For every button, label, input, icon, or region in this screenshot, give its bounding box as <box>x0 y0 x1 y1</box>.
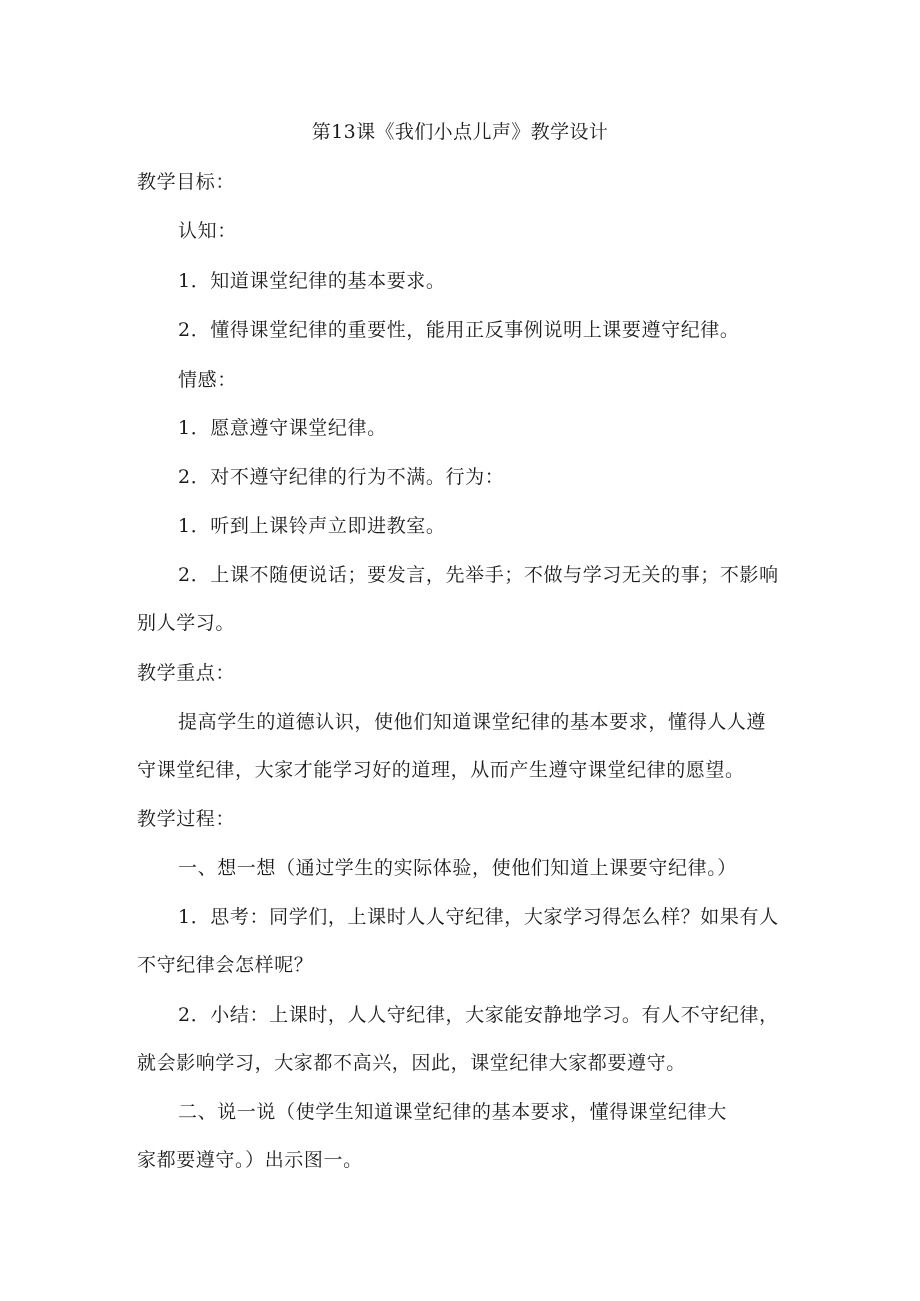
keypoint-text-line-2: 守课堂纪律，大家才能学习好的道理，从而产生遵守课堂纪律的愿望。 <box>137 759 745 781</box>
emotion-heading: 情感： <box>178 369 237 391</box>
part1-item-1-line-2: 不守纪律会怎样呢？ <box>137 954 314 976</box>
part1-item-1-line-1: 1．思考：同学们，上课时人人守纪律，大家学习得怎么样？如果有人 <box>178 906 779 928</box>
behavior-item-1: 1．听到上课铃声立即进教室。 <box>178 515 446 537</box>
part1-item-2-line-2: 就会影响学习，大家都不高兴，因此，课堂纪律大家都要遵守。 <box>137 1052 686 1074</box>
emotion-item-2: 2．对不遵守纪律的行为不满。行为： <box>178 466 505 488</box>
behavior-item-2-line-1: 2．上课不随便说话；要发言，先举手；不做与学习无关的事；不影响 <box>178 564 779 586</box>
part2-heading-line-2: 家都要遵守。）出示图一。 <box>137 1149 363 1171</box>
document-title: 第13课《我们小点儿声》教学设计 <box>311 121 609 143</box>
objectives-heading: 教学目标： <box>137 171 236 193</box>
part1-heading: 一、想一想（通过学生的实际体验，使他们知道上课要守纪律。） <box>178 857 737 879</box>
cognitive-item-1: 1．知道课堂纪律的基本要求。 <box>178 270 446 292</box>
emotion-item-1: 1．愿意遵守课堂纪律。 <box>178 417 387 439</box>
part1-item-2-line-1: 2．小结：上课时，人人守纪律，大家能安静地学习。有人不守纪律， <box>178 1004 779 1026</box>
keypoint-text-line-1: 提高学生的道德认识，使他们知道课堂纪律的基本要求，懂得人人遵 <box>178 711 767 733</box>
part2-heading-line-1: 二、说一说（使学生知道课堂纪律的基本要求，懂得课堂纪律大 <box>178 1101 727 1123</box>
process-heading: 教学过程： <box>137 808 236 830</box>
keypoint-heading: 教学重点： <box>137 662 236 684</box>
cognitive-heading: 认知： <box>178 220 237 242</box>
cognitive-item-2: 2．懂得课堂纪律的重要性，能用正反事例说明上课要遵守纪律。 <box>178 319 740 341</box>
behavior-item-2-line-2: 别人学习。 <box>137 612 236 634</box>
